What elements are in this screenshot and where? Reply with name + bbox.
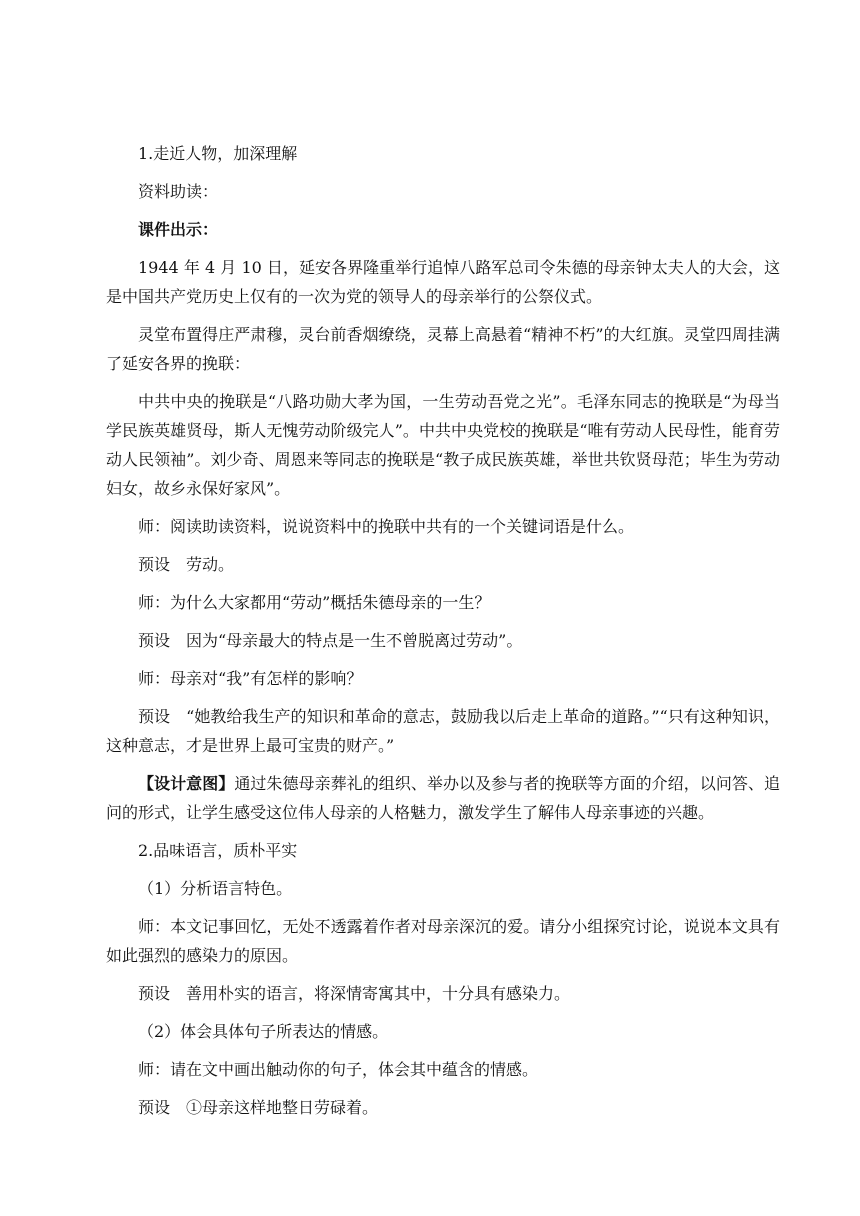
preset-answer-2: 预设 因为“母亲最大的特点是一生不曾脱离过劳动”。 xyxy=(138,631,523,650)
paragraph-memorial: 1944 年 4 月 10 日，延安各界隆重举行追悼八路军总司令朱德的母亲钟太夫人的大会，这是中国共产党历史上仅有的一次为党的领导人的母亲举行的公祭仪式。 xyxy=(106,258,780,306)
section-heading-1: 1.走近人物，加深理解 xyxy=(138,144,298,163)
preset-answer-5: 预设 ①母亲这样地整日劳碌着。 xyxy=(138,1098,379,1117)
teacher-question-2: 师：为什么大家都用“劳动”概括朱德母亲的一生？ xyxy=(138,593,491,612)
courseware-label: 课件出示： xyxy=(138,220,219,239)
preset-answer-3: 预设 “她教给我生产的知识和革命的意志，鼓励我以后走上革命的道路。”“只有这种知识，这种意志，才是世界上最可宝贵的财产。” xyxy=(106,707,780,755)
design-intent-label: 【设计意图】 xyxy=(138,774,235,793)
subheading-language: （1）分析语言特色。 xyxy=(138,879,293,898)
teacher-question-3: 师：母亲对“我”有怎样的影响？ xyxy=(138,669,363,688)
teacher-question-1: 师：阅读助读资料，说说资料中的挽联中共有的一个关键词语是什么。 xyxy=(138,517,635,536)
design-intent xyxy=(106,769,780,827)
section-heading-2: 2.品味语言，质朴平实 xyxy=(138,841,298,860)
paragraph-hall: 灵堂布置得庄严肃穆，灵台前香烟缭绕，灵幕上高悬着“精神不朽”的大红旗。灵堂四周挂满了延安各界的挽联： xyxy=(106,325,780,373)
teacher-question-4: 师：本文记事回忆，无处不透露着作者对母亲深沉的爱。请分小组探究讨论，说说本文具有如此强烈的感染力的原因。 xyxy=(106,917,780,965)
teacher-question-5: 师：请在文中画出触动你的句子，体会其中蕴含的情感。 xyxy=(138,1060,539,1079)
document-body xyxy=(106,139,780,1122)
paragraph-couplets: 中共中央的挽联是“八路功勋大孝为国，一生劳动吾党之光”。毛泽东同志的挽联是“为母当学民族英雄贤母，斯人无愧劳动阶级完人”。中共中央党校的挽联是“唯有劳动人民母性，能育劳动人民领袖”。刘少奇、周恩来等同志的挽联是“教子成民族英雄，举世共钦贤母范；毕生为劳动妇女，故乡永保好家风”。 xyxy=(106,392,780,498)
preset-answer-4: 预设 善用朴实的语言，将深情寄寓其中，十分具有感染力。 xyxy=(138,984,571,1003)
design-intent-text: 通过朱德母亲葬礼的组织、举办以及参与者的挽联等方面的介绍，以问答、追问的形式，让学生感受这位伟人母亲的人格魅力，激发学生了解伟人母亲事迹的兴趣。 xyxy=(106,774,780,822)
subheading-sentences: （2）体会具体句子所表达的情感。 xyxy=(138,1022,389,1041)
preset-answer-1: 预设 劳动。 xyxy=(138,555,235,574)
material-label: 资料助读： xyxy=(138,182,219,201)
